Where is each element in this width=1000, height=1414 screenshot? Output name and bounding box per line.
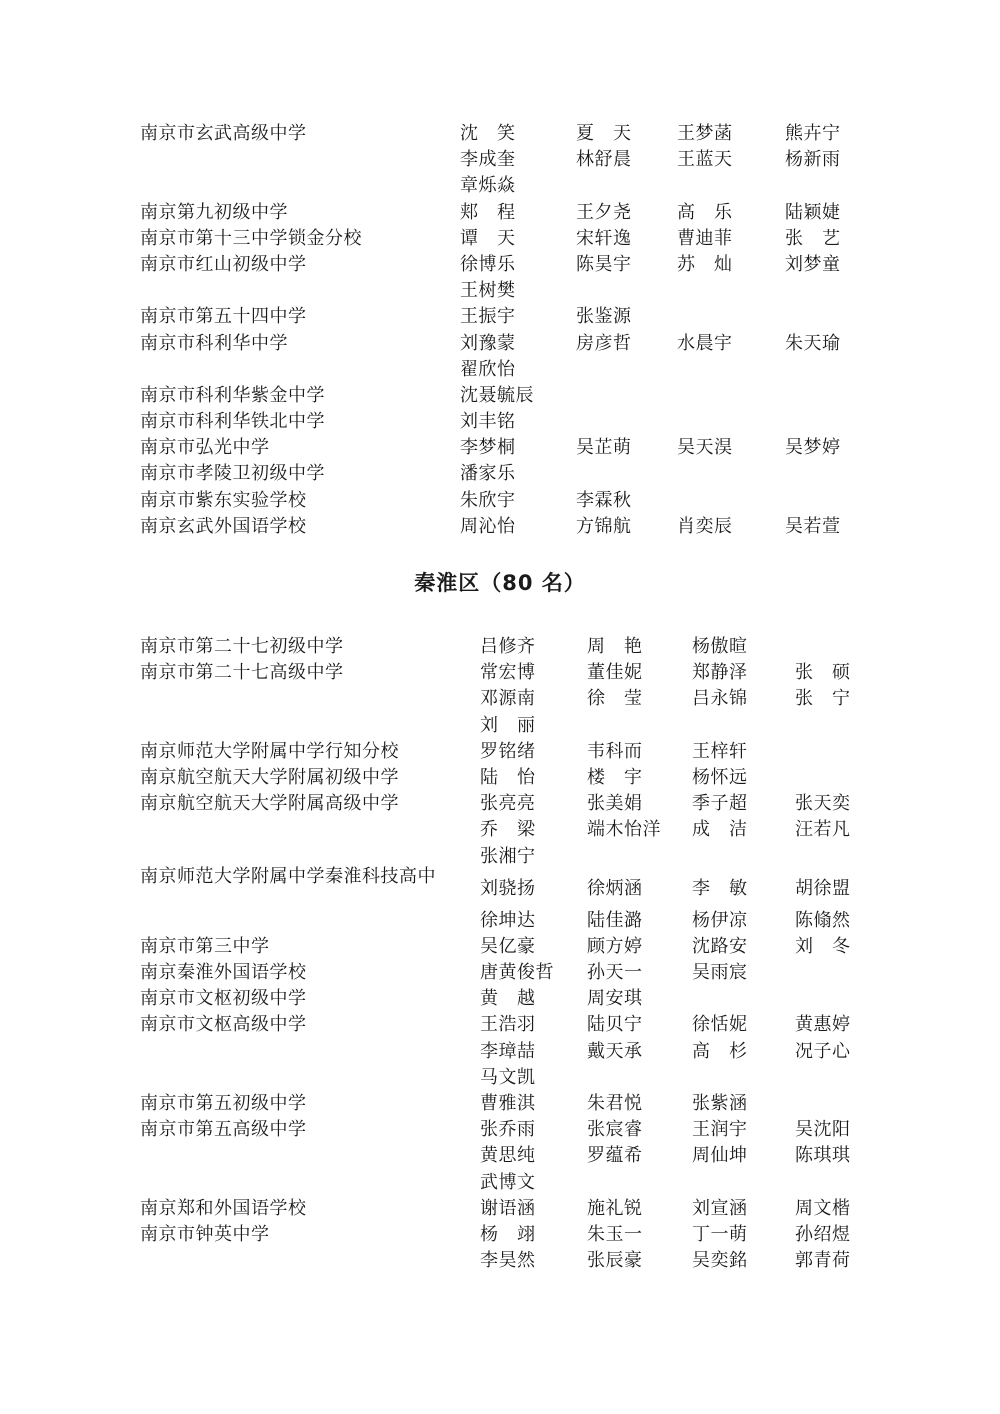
school-name: 南京市第三中学 xyxy=(140,935,270,957)
student-name: 苏 灿 xyxy=(677,253,733,275)
xuanwu-district-list xyxy=(0,121,1000,540)
student-name: 刘梦童 xyxy=(785,253,841,275)
student-name: 吴若萱 xyxy=(785,515,841,537)
student-name: 罗蕴希 xyxy=(587,1145,643,1167)
student-name: 朱君悦 xyxy=(587,1093,643,1114)
school-name: 南京市科利华中学 xyxy=(140,332,288,354)
student-name: 汪若凡 xyxy=(795,819,851,841)
student-name: 肖奕辰 xyxy=(677,515,733,537)
student-name: 李霖秋 xyxy=(576,489,632,511)
student-name: 张亮亮 xyxy=(480,793,536,815)
student-name: 沈聂毓辰 xyxy=(460,384,534,406)
student-name: 张 艺 xyxy=(785,227,841,249)
student-name: 刘宣涵 xyxy=(692,1197,748,1219)
list-row xyxy=(0,1248,1000,1274)
student-name: 武博文 xyxy=(480,1171,536,1193)
student-name: 吕永锦 xyxy=(692,688,748,710)
student-name: 孙天一 xyxy=(587,962,643,984)
student-name: 谭 天 xyxy=(460,227,516,249)
student-name: 房彦哲 xyxy=(576,332,632,354)
student-name: 张乔雨 xyxy=(480,1119,536,1141)
student-name: 朱欣宇 xyxy=(460,489,516,511)
student-name: 高 乐 xyxy=(677,201,733,223)
student-name: 王树樊 xyxy=(460,280,516,302)
student-name: 王梦菡 xyxy=(677,123,733,144)
qinhuai-district-list xyxy=(0,634,1000,1274)
student-name: 李昊然 xyxy=(480,1250,536,1272)
school-name: 南京市科利华铁北中学 xyxy=(140,411,325,433)
list-row xyxy=(0,634,1000,660)
student-name: 张天奕 xyxy=(795,793,851,815)
student-name: 唐黄俊哲 xyxy=(480,962,554,984)
student-name: 周文楷 xyxy=(795,1197,851,1219)
student-name: 王浩羽 xyxy=(480,1014,536,1036)
student-name: 王润宇 xyxy=(692,1119,748,1141)
student-name: 刘 丽 xyxy=(480,714,536,736)
student-name: 张鉴源 xyxy=(576,306,632,328)
student-name: 陈昊宇 xyxy=(576,253,632,275)
student-name: 朱天瑜 xyxy=(785,332,841,354)
student-name: 孙绍煜 xyxy=(795,1223,851,1245)
list-row xyxy=(0,1065,1000,1091)
student-name: 端木怡洋 xyxy=(587,819,661,841)
student-name: 张辰豪 xyxy=(587,1250,643,1272)
school-name: 南京航空航天大学附属初级中学 xyxy=(140,766,399,788)
student-name: 曹雅淇 xyxy=(480,1093,536,1114)
list-row xyxy=(0,908,1000,934)
school-name: 南京市文枢初级中学 xyxy=(140,988,307,1010)
school-name: 南京郑和外国语学校 xyxy=(140,1197,307,1219)
student-name: 吴梦婷 xyxy=(785,437,841,459)
student-name: 王蓝天 xyxy=(677,149,733,171)
school-name: 南京航空航天大学附属高级中学 xyxy=(140,793,399,815)
student-name: 周 艳 xyxy=(587,636,643,657)
student-name: 徐博乐 xyxy=(460,253,516,275)
list-row xyxy=(0,660,1000,686)
list-row xyxy=(0,435,1000,461)
student-name: 黄 越 xyxy=(480,988,536,1010)
student-name: 周仙坤 xyxy=(692,1145,748,1167)
student-name: 杨 翊 xyxy=(480,1223,536,1245)
student-name: 杨傲暄 xyxy=(692,636,748,657)
list-row xyxy=(0,488,1000,514)
student-name: 常宏博 xyxy=(480,662,536,684)
student-name: 谢语涵 xyxy=(480,1197,536,1219)
list-row xyxy=(0,331,1000,357)
student-name: 周沁怡 xyxy=(460,515,516,537)
school-name: 南京市玄武高级中学 xyxy=(140,123,307,144)
school-name: 南京玄武外国语学校 xyxy=(140,515,307,537)
list-row xyxy=(0,409,1000,435)
student-name: 徐 莹 xyxy=(587,688,643,710)
list-row xyxy=(0,383,1000,409)
student-name: 施礼锐 xyxy=(587,1197,643,1219)
student-name: 陆 怡 xyxy=(480,766,536,788)
student-name: 刘 冬 xyxy=(795,935,851,957)
student-name: 张美娟 xyxy=(587,793,643,815)
school-name: 南京市第二十七初级中学 xyxy=(140,636,344,657)
student-name: 高 杉 xyxy=(692,1040,748,1062)
student-name: 乔 梁 xyxy=(480,819,536,841)
list-row xyxy=(0,461,1000,487)
student-name: 王夕尧 xyxy=(576,201,632,223)
school-name: 南京市第五十四中学 xyxy=(140,306,307,328)
student-name: 刘豫蒙 xyxy=(460,332,516,354)
list-row xyxy=(0,278,1000,304)
student-name: 翟欣怡 xyxy=(460,358,516,380)
student-name: 陈琪琪 xyxy=(795,1145,851,1167)
student-name: 吴亿豪 xyxy=(480,935,536,957)
student-name: 熊卉宁 xyxy=(785,123,841,144)
student-name: 杨伊凉 xyxy=(692,909,748,931)
list-row xyxy=(0,1196,1000,1222)
list-row xyxy=(0,865,1000,908)
list-row xyxy=(0,1117,1000,1143)
list-row xyxy=(0,147,1000,173)
student-name: 韦科而 xyxy=(587,740,643,762)
student-name: 林舒晨 xyxy=(576,149,632,171)
list-row xyxy=(0,357,1000,383)
school-name: 南京市第五初级中学 xyxy=(140,1093,307,1114)
student-name: 顾方婷 xyxy=(587,935,643,957)
list-row xyxy=(0,1091,1000,1117)
list-row xyxy=(0,304,1000,330)
list-row xyxy=(0,121,1000,147)
student-name: 陆佳潞 xyxy=(587,909,643,931)
school-name: 南京市第二十七高级中学 xyxy=(140,662,344,684)
student-name: 吴天淏 xyxy=(677,437,733,459)
school-name: 南京市红山初级中学 xyxy=(140,253,307,275)
student-name: 董佳妮 xyxy=(587,662,643,684)
student-name: 章烁焱 xyxy=(460,175,516,197)
student-name: 沈 笑 xyxy=(460,123,516,144)
list-row xyxy=(0,739,1000,765)
student-name: 黄思纯 xyxy=(480,1145,536,1167)
student-name: 胡徐盟 xyxy=(795,877,851,899)
student-name: 黄惠婷 xyxy=(795,1014,851,1036)
school-name: 南京市第十三中学锁金分校 xyxy=(140,227,362,249)
student-name: 张宸睿 xyxy=(587,1119,643,1141)
student-name: 李梦桐 xyxy=(460,437,516,459)
student-name: 郭青荷 xyxy=(795,1250,851,1272)
student-name: 丁一萌 xyxy=(692,1223,748,1245)
student-name: 季子超 xyxy=(692,793,748,815)
school-name: 南京市弘光中学 xyxy=(140,437,270,459)
list-row xyxy=(0,200,1000,226)
student-name: 沈路安 xyxy=(692,935,748,957)
school-name: 南京第九初级中学 xyxy=(140,201,288,223)
list-row xyxy=(0,1143,1000,1169)
school-name: 南京市紫东实验学校 xyxy=(140,489,307,511)
student-name: 夏 天 xyxy=(576,123,632,144)
student-name: 李璋喆 xyxy=(480,1040,536,1062)
student-name: 张 硕 xyxy=(795,662,851,684)
student-name: 戴天承 xyxy=(587,1040,643,1062)
student-name: 方锦航 xyxy=(576,515,632,537)
school-name: 南京市钟英中学 xyxy=(140,1223,270,1245)
student-name: 刘丰铭 xyxy=(460,411,516,433)
student-name: 徐恬妮 xyxy=(692,1014,748,1036)
student-name: 楼 宇 xyxy=(587,766,643,788)
student-name: 宋轩逸 xyxy=(576,227,632,249)
student-name: 王振宇 xyxy=(460,306,516,328)
student-name: 陈翛然 xyxy=(795,909,851,931)
list-row xyxy=(0,1039,1000,1065)
student-name: 张湘宁 xyxy=(480,845,536,867)
list-row xyxy=(0,173,1000,199)
student-name: 水晨宇 xyxy=(677,332,733,354)
student-name: 王梓轩 xyxy=(692,740,748,762)
student-name: 况子心 xyxy=(795,1040,851,1062)
student-name: 吕修齐 xyxy=(480,636,536,657)
student-name: 刘骁扬 xyxy=(480,877,536,899)
school-name: 南京市文枢高级中学 xyxy=(140,1014,307,1036)
school-name: 南京市第五高级中学 xyxy=(140,1119,307,1141)
student-name: 徐炳涵 xyxy=(587,877,643,899)
school-name: 南京师范大学附属中学秦淮科技高中 xyxy=(140,865,436,887)
student-name: 徐坤达 xyxy=(480,909,536,931)
list-row xyxy=(0,252,1000,278)
list-row xyxy=(0,765,1000,791)
student-name: 吴沈阳 xyxy=(795,1119,851,1141)
student-name: 朱玉一 xyxy=(587,1223,643,1245)
list-row xyxy=(0,1012,1000,1038)
student-name: 罗铭绪 xyxy=(480,740,536,762)
list-row xyxy=(0,226,1000,252)
student-name: 郑静泽 xyxy=(692,662,748,684)
school-name: 南京师范大学附属中学行知分校 xyxy=(140,740,399,762)
list-row xyxy=(0,1222,1000,1248)
school-name: 南京市孝陵卫初级中学 xyxy=(140,463,325,485)
student-name: 吴芷萌 xyxy=(576,437,632,459)
student-name: 郏 程 xyxy=(460,201,516,223)
list-row xyxy=(0,514,1000,540)
student-name: 陆颖婕 xyxy=(785,201,841,223)
list-row xyxy=(0,934,1000,960)
student-name: 李 敏 xyxy=(692,877,748,899)
student-name: 曹迪菲 xyxy=(677,227,733,249)
student-name: 张 宁 xyxy=(795,688,851,710)
list-row xyxy=(0,986,1000,1012)
student-name: 杨新雨 xyxy=(785,149,841,171)
student-name: 邓源南 xyxy=(480,688,536,710)
list-row xyxy=(0,817,1000,843)
student-name: 潘家乐 xyxy=(460,463,516,485)
school-name: 南京市科利华紫金中学 xyxy=(140,384,325,406)
student-name: 马文凯 xyxy=(480,1066,536,1088)
section-heading-qinhuai: 秦淮区（80 名） xyxy=(414,571,586,595)
list-row xyxy=(0,1170,1000,1196)
list-row xyxy=(0,686,1000,712)
student-name: 成 洁 xyxy=(692,819,748,841)
school-name: 南京秦淮外国语学校 xyxy=(140,962,307,984)
list-row xyxy=(0,791,1000,817)
list-row xyxy=(0,960,1000,986)
student-name: 杨怀远 xyxy=(692,766,748,788)
student-name: 张紫涵 xyxy=(692,1093,748,1114)
student-name: 吴奕銘 xyxy=(692,1250,748,1272)
student-name: 周安琪 xyxy=(587,988,643,1010)
student-name: 陆贝宁 xyxy=(587,1014,643,1036)
list-row xyxy=(0,713,1000,739)
student-name: 吴雨宸 xyxy=(692,962,748,984)
student-name: 李成奎 xyxy=(460,149,516,171)
